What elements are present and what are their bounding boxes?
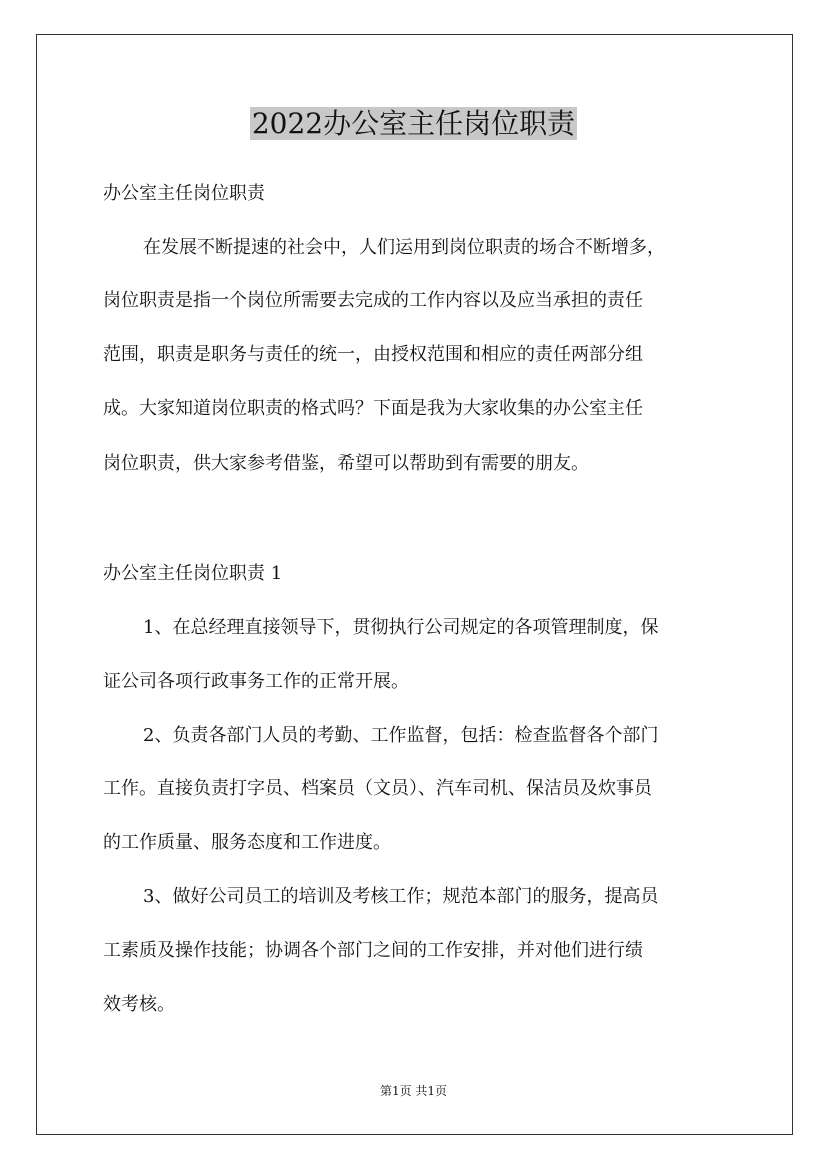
document-title-text: 2022办公室主任岗位职责 [251,107,576,140]
intro-line: 成。大家知道岗位职责的格式吗？下面是我为大家收集的办公室主任 [103,398,643,419]
intro-line: 岗位职责是指一个岗位所需要去完成的工作内容以及应当承担的责任 [103,290,643,311]
item2-line: 的工作质量、服务态度和工作进度。 [103,832,391,853]
page-number-label: 第1页 共1页 [379,1084,448,1098]
intro-line: 岗位职责，供大家参考借鉴，希望可以帮助到有需要的朋友。 [103,453,589,474]
item2-line: 工作。直接负责打字员、档案员（文员）、汽车司机、保洁员及炊事员 [103,778,652,799]
intro-line: 在发展不断提速的社会中，人们运用到岗位职责的场合不断增多， [143,237,665,258]
item3-line: 效考核。 [103,994,175,1015]
item2-line: 2、负责各部门人员的考勤、工作监督，包括：检查监督各个部门 [143,725,659,746]
item3-line: 工素质及操作技能；协调各个部门之间的工作安排，并对他们进行绩 [103,940,643,961]
item1-line: 证公司各项行政事务工作的正常开展。 [103,671,409,692]
item3-line: 3、做好公司员工的培训及考核工作；规范本部门的服务，提高员 [143,886,659,907]
page-footer [0,1082,827,1100]
intro-line: 范围，职责是职务与责任的统一，由授权范围和相应的责任两部分组 [103,344,643,365]
item1-line: 1、在总经理直接领导下，贯彻执行公司规定的各项管理制度，保 [143,617,659,638]
document-title [0,104,827,144]
intro-heading: 办公室主任岗位职责 [103,183,265,204]
section1-heading: 办公室主任岗位职责 1 [103,563,283,584]
